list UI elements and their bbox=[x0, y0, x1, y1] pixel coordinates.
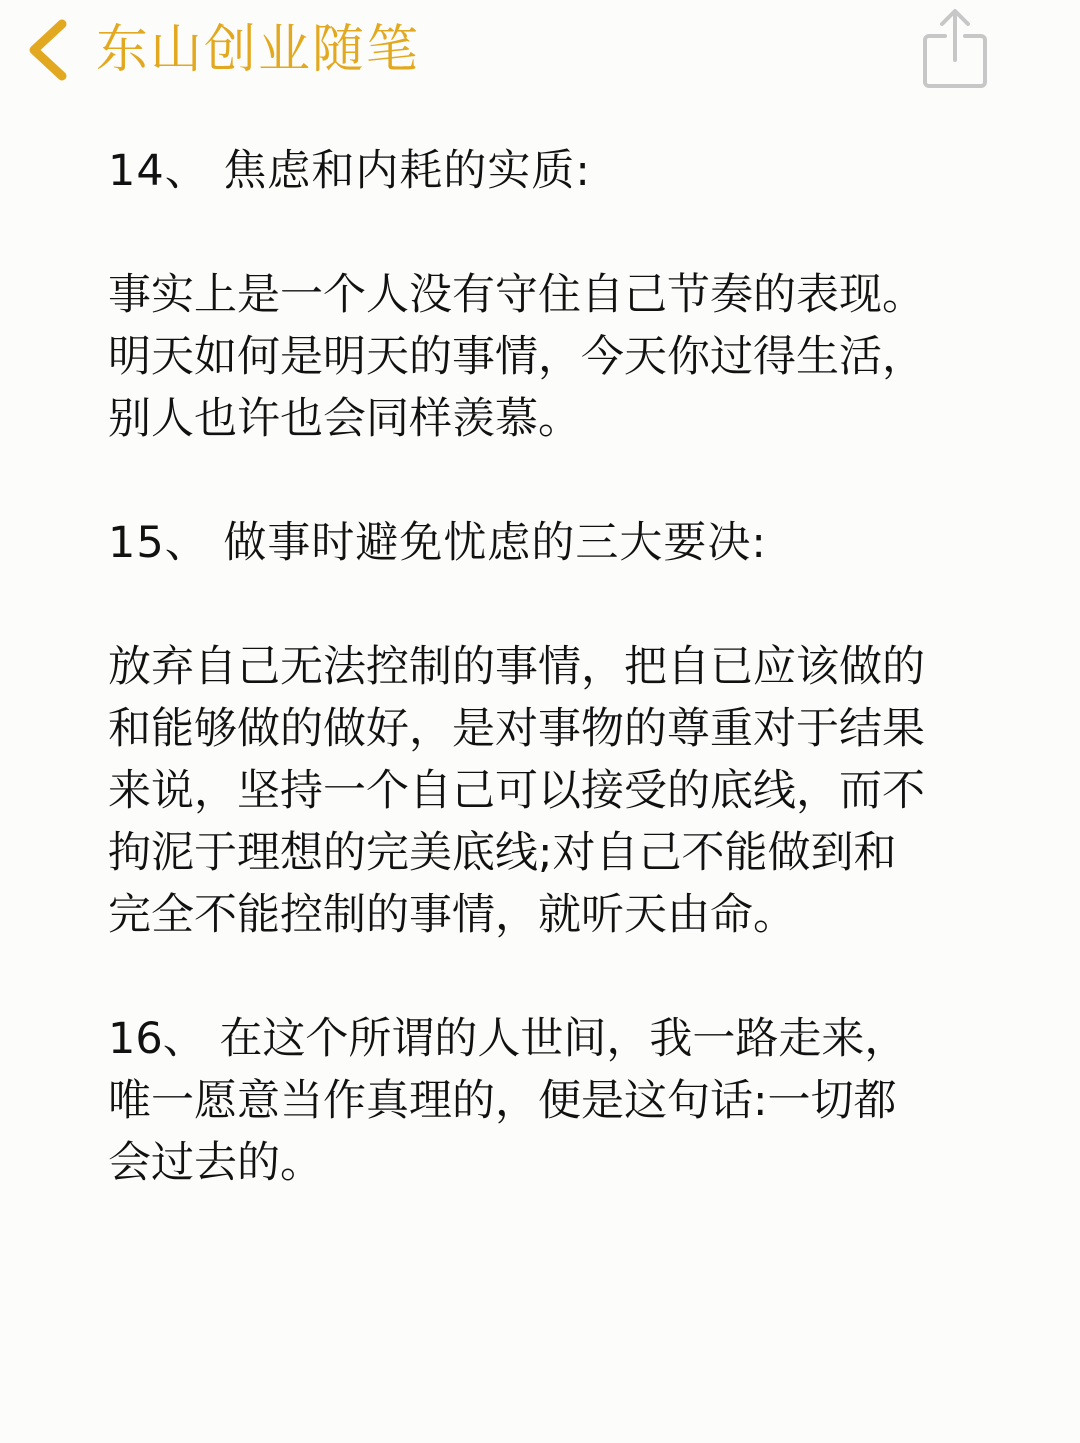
back-button[interactable] bbox=[22, 10, 420, 90]
section-text: 事实上是一个人没有守住自己节奏的表现。明天如何是明天的事情，今天你过得生活，别人也许也会同样羡慕。 bbox=[108, 270, 925, 444]
blank-line bbox=[108, 946, 938, 1008]
blank-line bbox=[108, 574, 938, 636]
section-heading: 14、 焦虑和内耗的实质: bbox=[108, 146, 591, 196]
blank-line bbox=[108, 202, 938, 264]
chevron-left-icon bbox=[22, 18, 72, 82]
nav-title: 东山创业随笔 bbox=[96, 20, 421, 80]
navigation-bar bbox=[0, 0, 1080, 100]
share-button[interactable] bbox=[918, 6, 992, 92]
share-icon bbox=[918, 6, 992, 92]
section-text: 16、 在这个所谓的人世间，我一路走来，唯一愿意当作真理的，便是这句话:一切都会过去的。 bbox=[108, 1014, 908, 1188]
blank-line bbox=[108, 450, 938, 512]
section-heading: 15、 做事时避免忧虑的三大要决: bbox=[108, 518, 767, 568]
section-text: 放弃自己无法控制的事情，把自已应该做的和能够做的做好，是对事物的尊重对于结果来说，坚持一个自己可以接受的底线，而不拘泥于理想的完美底线;对自己不能做到和完全不能控制的事情，就听天由命。 bbox=[108, 642, 925, 940]
note-body[interactable] bbox=[108, 140, 938, 1194]
